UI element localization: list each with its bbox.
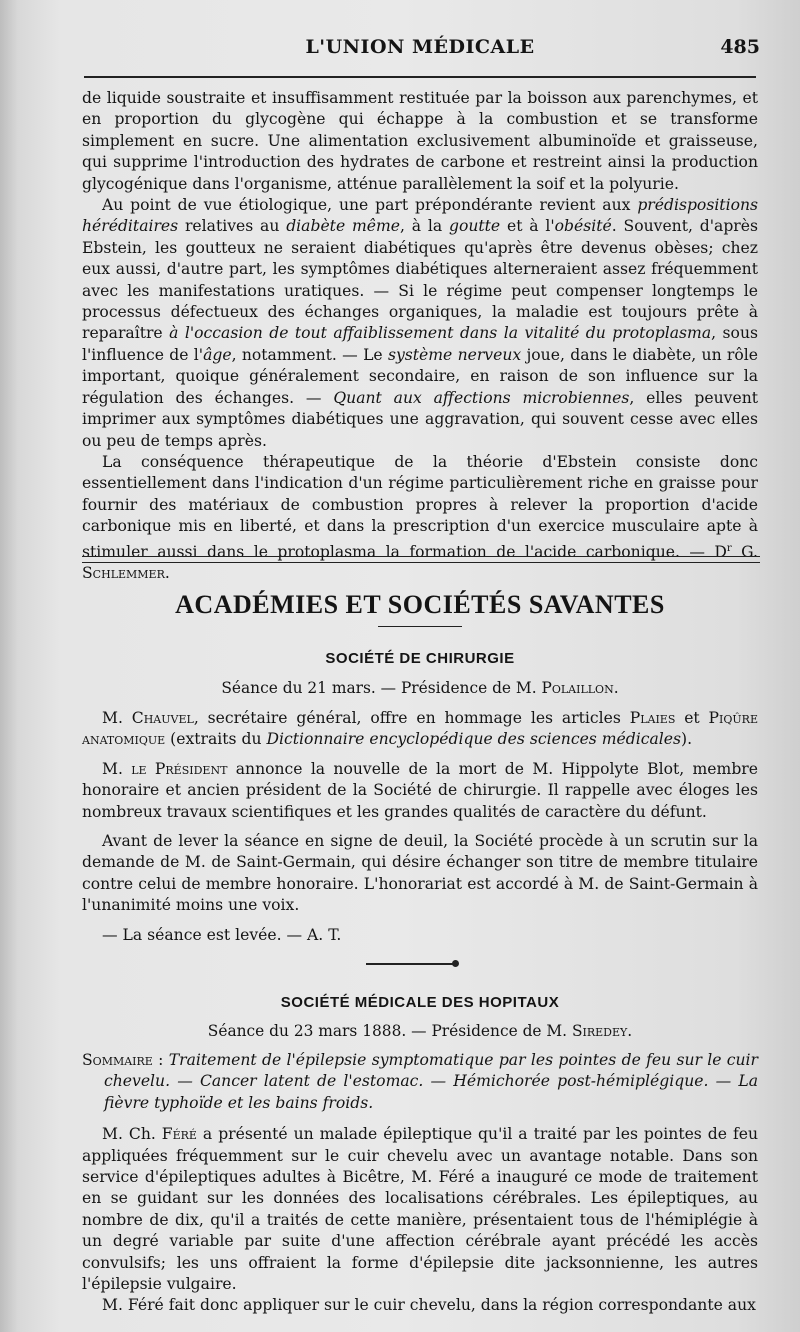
page-number: 485 <box>720 36 760 58</box>
chirurgie-paragraph-1: M. Chauvel, secrétaire général, offre en hommage les articles Plaies et Piqûre anatomique (extraits du Dictionnaire encyclopédique des sciences médicales). <box>82 709 758 749</box>
hopitaux-paragraph-2: M. Féré fait donc appliquer sur le cuir chevelu, dans la région correspondante aux <box>102 1296 756 1315</box>
hopitaux-body <box>82 1050 758 1317</box>
sommaire: Sommaire : Traitement de l'épilepsie symptomatique par les pointes de feu sur le cuir chevelu. — Cancer latent de l'estomac. — Hémichorée post-hémiplégique. — La fièvre typhoïde et les bains froids. <box>82 1051 758 1112</box>
article-paragraph-1: de liquide soustraite et insuffisamment restituée par la boisson aux parenchymes, et en proportion du glycogène qui échappe à la combustion et se transforme simplement en sucre. Une alimentation exclusivement albuminoïde et graisseuse, qui supprime l'introduction des hydrates de carbone et restreint ainsi la production glycogénique dans l'organisme, atténue parallèlement la soif et la polyurie. <box>82 89 758 193</box>
article-continuation <box>82 88 758 585</box>
society-heading-chirurgie: SOCIÉTÉ DE CHIRURGIE <box>325 650 515 667</box>
heading-underline <box>378 626 462 627</box>
page-header <box>80 36 760 70</box>
seance-line-chirurgie: Séance du 21 mars. — Présidence de M. Polaillon. <box>221 679 619 697</box>
separator-dot <box>452 960 459 967</box>
chirurgie-body <box>82 708 758 946</box>
section-heading-academies: ACADÉMIES ET SOCIÉTÉS SAVANTES <box>175 590 665 619</box>
seance-line-hopitaux: Séance du 23 mars 1888. — Présidence de M. Siredey. <box>207 1022 633 1040</box>
chirurgie-paragraph-2: M. le Président annonce la nouvelle de la mort de M. Hippolyte Blot, membre honoraire et ancien président de la Société de chirurgie. Il rappelle avec éloges les nombreux travaux scientifiques et les grandes qualités de caractère du défunt. <box>82 759 758 821</box>
author-signature: G. Schlemmer <box>82 542 758 583</box>
society-heading-hopitaux: SOCIÉTÉ MÉDICALE DES HOPITAUX <box>280 994 560 1011</box>
header-rule <box>84 76 756 78</box>
section-double-rule <box>82 556 760 563</box>
article-paragraph-2: Au point de vue étiologique, une part prépondérante revient aux prédispositions héréditaires relatives au diabète même, à la goutte et à l'obésité. Souvent, d'après Ebstein, les goutteux ne seraient diabétiques qu'après être devenus obèses; chez eux aussi, d'autre part, les symptômes diabétiques alterneraient assez fréquemment avec les manifestations uratiques. — Si le régime peut compenser longtemps le processus défectueux des échanges organiques, la maladie est toujours prête à reparaître à l'occasion de tout affaiblissement dans la vitalité du protoplasma, sous l'influence de l'âge, notamment. — Le système nerveux joue, dans le diabète, un rôle important, quoique généralement secondaire, en raison de son influence sur la régulation des échanges. — Quant aux affections microbiennes, elles peuvent imprimer aux symptômes diabétiques une aggravation, qui souvent cesse avec elles ou peu de temps après. <box>82 196 759 450</box>
article-paragraph-3: La conséquence thérapeutique de la théorie d'Ebstein consiste donc essentiellement dans l'indication d'un régime particulièrement riche en graisse pour fournir des matériaux de combustion propres à relever la proportion d'acide carbonique mis en liberté, et dans la prescription d'un exercice musculaire apte à stimuler aussi dans le protoplasma la formation de l'acide carbonique. — $D^r$ G. Schlemmer. <box>82 452 758 583</box>
hopitaux-paragraph-1: M. Ch. Féré a présenté un malade épileptique qu'il a traité par les pointes de feu appliquées fréquemment sur le cuir chevelu avec un avantage notable. Dans son service d'épileptiques adultes à Bicêtre, M. Féré a inauguré ce mode de traitement en se guidant sur les données des localisations cérébrales. Les épileptiques, au nombre de dix, qu'il a traités de cette manière, présentaient tous de l'hémiplégie à un degré variable par suite d'une affection cérébrale ayant précédé les accès convulsifs; les uns offraient la forme d'épilepsie dite jacksonnienne, les autres l'épilepsie vulgaire. <box>82 1125 758 1294</box>
separator-rule <box>366 963 454 965</box>
running-title: L'UNION MÉDICALE <box>305 36 535 58</box>
chirurgie-closing: — La séance est levée. — A. T. <box>102 925 342 944</box>
chirurgie-paragraph-3: Avant de lever la séance en signe de deuil, la Société procède à un scrutin sur la demande de M. de Saint-Germain, qui désire échanger son titre de membre titulaire contre celui de membre honoraire. L'honorariat est accordé à M. de Saint-Germain à l'unanimité moins une voix. <box>82 832 758 915</box>
